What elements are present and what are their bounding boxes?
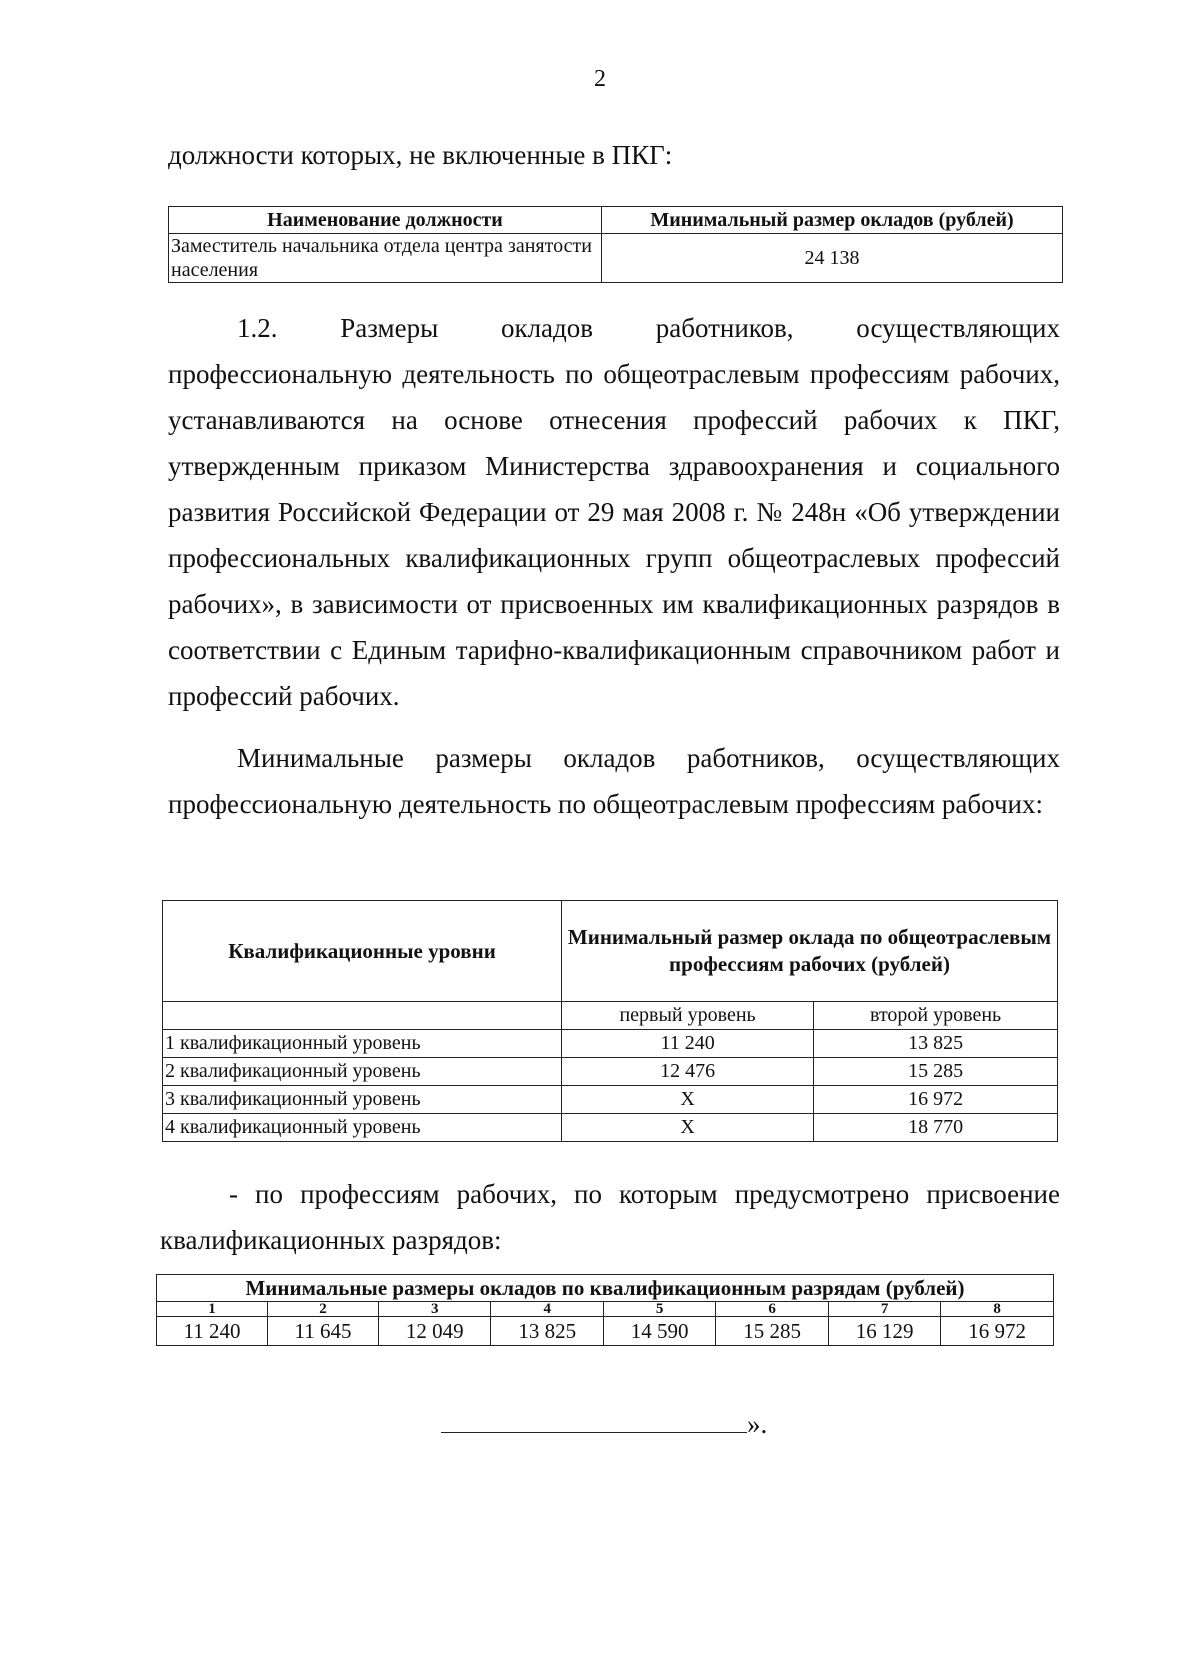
- grade-number-row: [157, 1302, 1054, 1317]
- table-header-row: [169, 207, 1063, 234]
- level-name: 1 квалификационный уровень: [163, 1030, 562, 1058]
- grade-value: 16 972: [941, 1317, 1054, 1346]
- table-header-row: [157, 1275, 1054, 1302]
- second-level-value: 15 285: [814, 1058, 1058, 1086]
- grade-value: 15 285: [716, 1317, 828, 1346]
- header-min-salary: Минимальный размер окладов (рублей): [602, 207, 1063, 234]
- closing-mark: [441, 1408, 767, 1440]
- grade-value: 16 129: [828, 1317, 940, 1346]
- second-level-value: 18 770: [814, 1114, 1058, 1142]
- table-row: [163, 1030, 1058, 1058]
- paragraph-1: 1.2. Размеры окладов работников, осуществляющих профессиональную деятельность по общеотраслевым профессиям рабочих, устанавливаются на основе отнесения профессий рабочих к ПКГ, утвержденным приказом Министерства здравоохранения и социального развития Российской Федерации от 29 мая 2008 г. № 248н «Об утверждении профессиональных квалификационных групп общеотраслевых профессий рабочих», в зависимости от присвоенных им квалификационных разрядов в соответствии с Единым тарифно-квалификационным справочником работ и профессий рабочих.: [168, 313, 1060, 711]
- grade-number: 5: [603, 1302, 715, 1317]
- subheader-empty: [163, 1002, 562, 1030]
- level-name: 2 квалификационный уровень: [163, 1058, 562, 1086]
- grade-number: 6: [716, 1302, 828, 1317]
- grade-value-row: [157, 1317, 1054, 1346]
- grade-number: 1: [157, 1302, 268, 1317]
- second-level-value: 16 972: [814, 1086, 1058, 1114]
- table-row: [163, 1114, 1058, 1142]
- table-row: [163, 1058, 1058, 1086]
- header-qualification-levels: Квалификационные уровни: [163, 901, 562, 1002]
- grade-value: 11 645: [268, 1317, 379, 1346]
- grade-number: 7: [828, 1302, 940, 1317]
- grade-value: 13 825: [491, 1317, 603, 1346]
- positions-table: [168, 206, 1063, 283]
- first-level-value: 12 476: [562, 1058, 814, 1086]
- first-level-value: 11 240: [562, 1030, 814, 1058]
- grade-value: 12 049: [379, 1317, 491, 1346]
- grades-table: [156, 1274, 1054, 1346]
- levels-table: [162, 900, 1058, 1142]
- table-row: [169, 234, 1063, 283]
- closing-underline: [441, 1408, 747, 1433]
- header-min-salary-workers: Минимальный размер оклада по общеотраслевым профессиям рабочих (рублей): [562, 901, 1058, 1002]
- position-salary: 24 138: [602, 234, 1063, 283]
- table-row: [163, 1086, 1058, 1114]
- closing-quote: ».: [747, 1409, 768, 1439]
- grade-value: 14 590: [603, 1317, 715, 1346]
- table-subheader-row: [163, 1002, 1058, 1030]
- header-grade-salaries: Минимальные размеры окладов по квалификационным разрядам (рублей): [157, 1275, 1054, 1302]
- level-name: 4 квалификационный уровень: [163, 1114, 562, 1142]
- page-number: 2: [594, 66, 606, 92]
- paragraph-3: - по профессиям рабочих, по которым предусмотрено присвоение квалификационных разрядов:: [160, 1179, 1060, 1255]
- first-level-value: X: [562, 1086, 814, 1114]
- second-level-value: 13 825: [814, 1030, 1058, 1058]
- subheader-first-level: первый уровень: [562, 1002, 814, 1030]
- grade-value: 11 240: [157, 1317, 268, 1346]
- grade-number: 2: [268, 1302, 379, 1317]
- grade-number: 4: [491, 1302, 603, 1317]
- position-name: Заместитель начальника отдела центра занятости населения: [169, 234, 602, 283]
- subheader-second-level: второй уровень: [814, 1002, 1058, 1030]
- first-level-value: X: [562, 1114, 814, 1142]
- header-position-name: Наименование должности: [169, 207, 602, 234]
- grade-number: 3: [379, 1302, 491, 1317]
- intro-line: должности которых, не включенные в ПКГ:: [168, 140, 673, 170]
- level-name: 3 квалификационный уровень: [163, 1086, 562, 1114]
- table-header-row: [163, 901, 1058, 1002]
- paragraph-2: Минимальные размеры окладов работников, осуществляющих профессиональную деятельность по общеотраслевым профессиям рабочих:: [168, 743, 1060, 819]
- grade-number: 8: [941, 1302, 1054, 1317]
